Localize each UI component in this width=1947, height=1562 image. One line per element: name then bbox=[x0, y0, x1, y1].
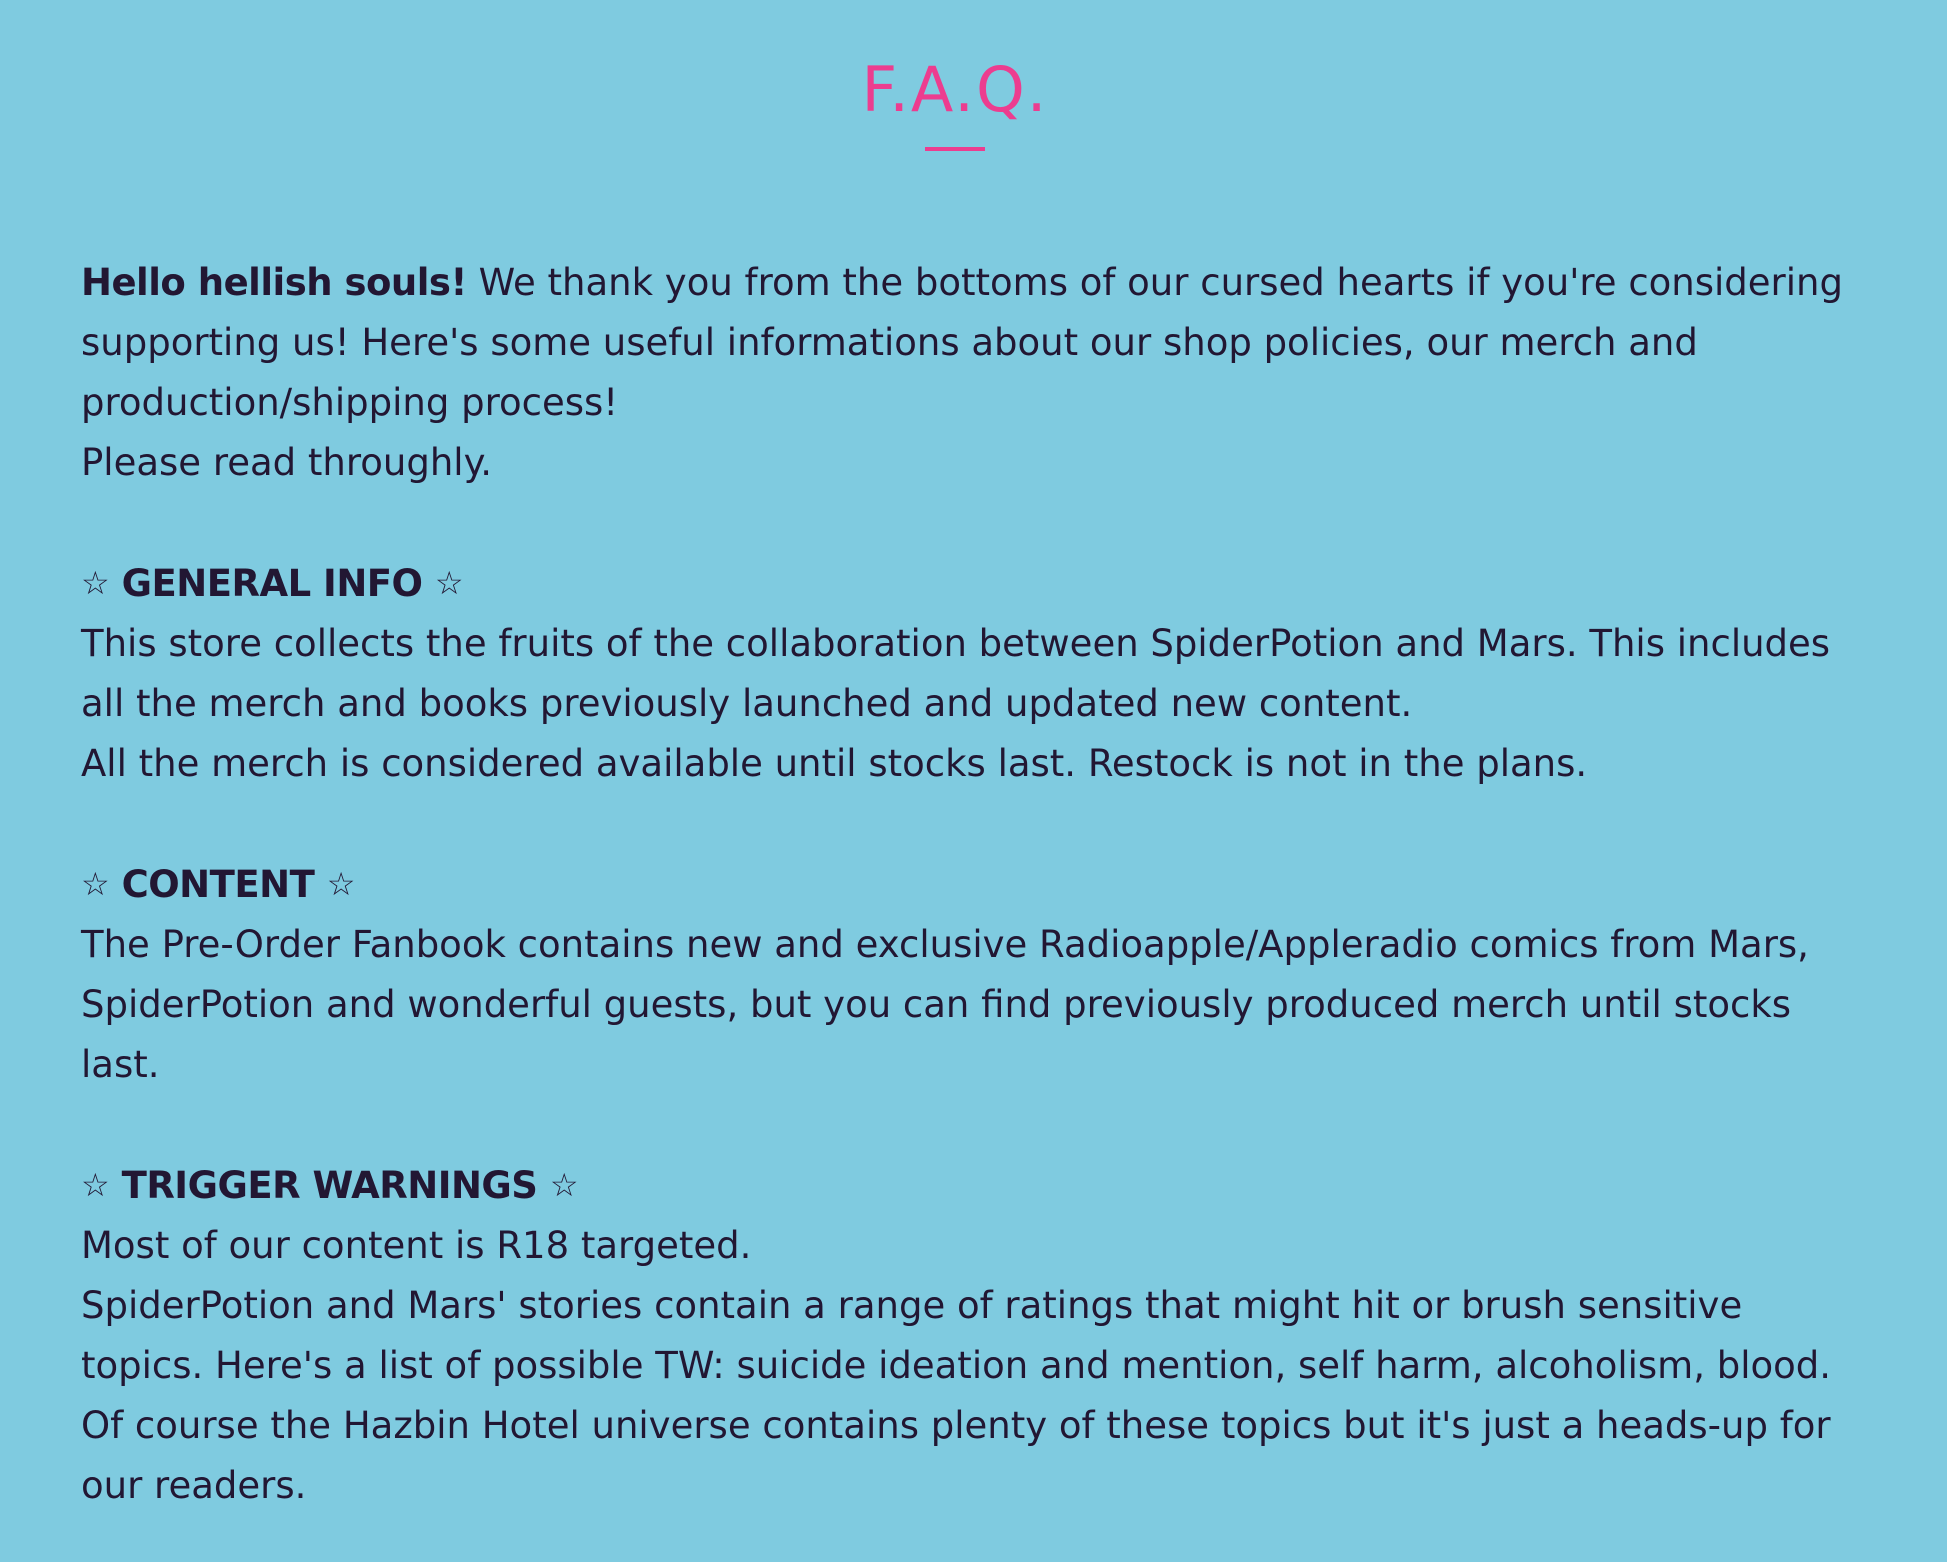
section-spacer bbox=[81, 1095, 1871, 1155]
section-spacer bbox=[81, 794, 1871, 854]
intro-paragraph bbox=[81, 253, 1871, 433]
section-heading-general-info bbox=[81, 553, 1871, 614]
intro-text: We thank you from the bottoms of our cursed hearts if you're considering supporting us! Here's some useful informations about our shop policies, our merch and production/shipping process! bbox=[81, 261, 1843, 424]
general-info-paragraph: This store collects the fruits of the collaboration between SpiderPotion and Mars. This includes all the merch and books previously launched and updated new content. bbox=[81, 622, 1831, 725]
star-icon: ☆ bbox=[81, 564, 110, 602]
star-icon: ☆ bbox=[326, 865, 355, 903]
star-icon: ☆ bbox=[549, 1166, 579, 1204]
intro-greeting: Hello hellish souls! bbox=[81, 261, 467, 304]
trigger-warnings-paragraph: Most of our content is R18 targeted. bbox=[81, 1224, 752, 1267]
intro-instruction: Please read throughly. bbox=[81, 441, 492, 484]
section-heading-label: TRIGGER WARNINGS bbox=[121, 1164, 538, 1207]
section-spacer bbox=[81, 493, 1871, 553]
section-heading-content bbox=[81, 854, 1871, 915]
section-heading-label: GENERAL INFO bbox=[121, 562, 423, 605]
star-icon: ☆ bbox=[81, 1166, 110, 1204]
title-underline bbox=[925, 147, 985, 151]
page-title: F.A.Q. bbox=[861, 53, 1049, 126]
section-heading-label: CONTENT bbox=[121, 863, 315, 906]
trigger-warnings-paragraph: SpiderPotion and Mars' stories contain a range of ratings that might hit or brush sensitive topics. Here's a list of possible TW: suicide ideation and mention, self harm, alcoholism, blood. Of course the Hazbin Hotel universe contains plenty of these topics but it's just a heads-up for our readers. bbox=[81, 1284, 1832, 1507]
general-info-paragraph: All the merch is considered available until stocks last. Restock is not in the plans. bbox=[81, 742, 1588, 785]
content-paragraph: The Pre-Order Fanbook contains new and exclusive Radioapple/Appleradio comics from Mars, SpiderPotion and wonderful guests, but you can find previously produced merch until stocks last. bbox=[81, 923, 1809, 1086]
faq-content bbox=[81, 253, 1871, 1516]
section-heading-trigger-warnings bbox=[81, 1155, 1871, 1216]
star-icon: ☆ bbox=[434, 564, 464, 602]
star-icon: ☆ bbox=[81, 865, 110, 903]
